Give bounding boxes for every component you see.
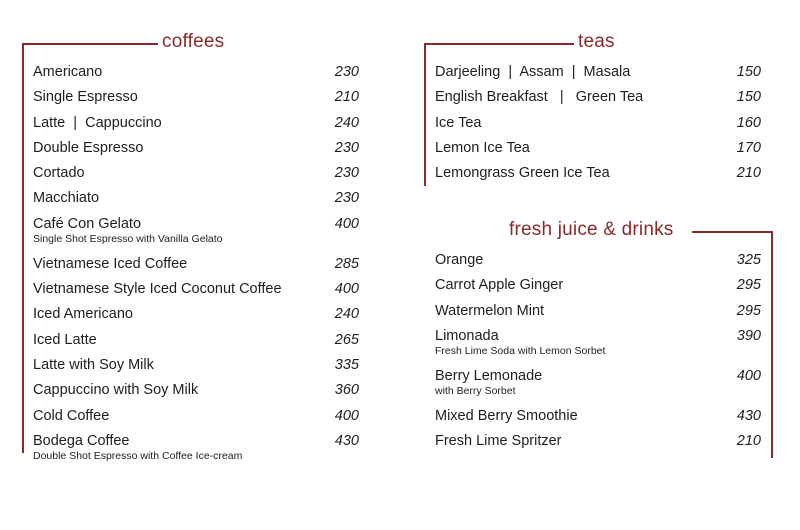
item-price: 230 xyxy=(334,165,359,182)
coffees-list xyxy=(33,64,359,467)
item-price: 230 xyxy=(334,190,359,207)
item-name: Single Espresso xyxy=(33,89,138,106)
item-name: Double Espresso xyxy=(33,139,144,156)
item-price: 150 xyxy=(736,89,761,106)
item-price: 285 xyxy=(334,255,359,272)
item-name: Vietnamese Iced Coffee xyxy=(33,255,188,272)
menu-item xyxy=(435,303,761,328)
item-name: Fresh Lime Spritzer xyxy=(435,433,562,450)
item-description: Fresh Lime Soda with Lemon Sorbet xyxy=(435,344,606,357)
juices-side-rule xyxy=(771,231,773,458)
item-name: Americano xyxy=(33,64,103,80)
teas-list xyxy=(435,64,761,190)
coffees-side-rule xyxy=(22,43,24,453)
menu-item xyxy=(33,256,359,281)
item-price: 210 xyxy=(736,433,761,450)
menu-item xyxy=(435,64,761,89)
teas-heading: teas xyxy=(574,31,619,53)
item-name: Cappuccino with Soy Milk xyxy=(33,382,199,399)
item-name: Ice Tea xyxy=(435,114,482,131)
juices-top-rule xyxy=(692,231,772,233)
item-name: Berry Lemonade xyxy=(435,367,543,384)
menu-item xyxy=(435,328,761,368)
menu-item xyxy=(33,216,359,256)
item-price: 335 xyxy=(334,356,359,373)
item-name: Vietnamese Style Iced Coconut Coffee xyxy=(33,281,282,298)
item-price: 430 xyxy=(334,432,359,449)
item-price: 400 xyxy=(736,367,761,384)
item-price: 170 xyxy=(736,139,761,156)
menu-item xyxy=(435,368,761,408)
item-name: Lemon Ice Tea xyxy=(435,139,530,156)
item-price: 400 xyxy=(334,215,359,232)
menu-item xyxy=(33,408,359,433)
item-name: Cold Coffee xyxy=(33,407,110,424)
item-name: Iced Americano xyxy=(33,306,133,323)
item-price: 160 xyxy=(736,114,761,131)
menu-item xyxy=(33,382,359,407)
teas-top-rule xyxy=(424,43,576,45)
menu-item xyxy=(33,306,359,331)
item-name: Darjeeling | Assam | Masala xyxy=(435,64,631,80)
item-price: 325 xyxy=(736,252,761,268)
menu-item xyxy=(435,89,761,114)
item-price: 360 xyxy=(334,382,359,399)
menu-item xyxy=(33,281,359,306)
juices-list xyxy=(435,252,761,458)
item-name: Macchiato xyxy=(33,190,100,207)
menu-item xyxy=(33,190,359,215)
item-name: Carrot Apple Ginger xyxy=(435,277,564,294)
item-description: with Berry Sorbet xyxy=(435,384,516,397)
item-price: 150 xyxy=(736,64,761,80)
item-name: Orange xyxy=(435,252,484,268)
menu-item xyxy=(33,357,359,382)
item-name: Mixed Berry Smoothie xyxy=(435,407,578,424)
item-name: Bodega Coffee xyxy=(33,432,130,449)
item-price: 210 xyxy=(334,89,359,106)
menu-item xyxy=(435,433,761,458)
item-name: Watermelon Mint xyxy=(435,302,545,319)
item-price: 210 xyxy=(736,165,761,182)
coffees-heading: coffees xyxy=(158,31,228,53)
item-price: 400 xyxy=(334,281,359,298)
item-price: 295 xyxy=(736,277,761,294)
menu-item xyxy=(33,89,359,114)
item-price: 240 xyxy=(334,306,359,323)
menu-item xyxy=(33,165,359,190)
item-name: English Breakfast | Green Tea xyxy=(435,89,644,106)
item-name: Iced Latte xyxy=(33,331,97,348)
item-name: Café Con Gelato xyxy=(33,215,142,232)
item-name: Lemongrass Green Ice Tea xyxy=(435,165,610,182)
item-name: Latte with Soy Milk xyxy=(33,356,154,373)
menu-item xyxy=(435,252,761,277)
teas-side-rule xyxy=(424,43,426,186)
menu-item xyxy=(435,165,761,190)
item-description: Double Shot Espresso with Coffee Ice-cream xyxy=(33,449,243,462)
menu-item xyxy=(33,332,359,357)
item-price: 390 xyxy=(736,327,761,344)
menu-item xyxy=(33,140,359,165)
item-name: Limonada xyxy=(435,327,499,344)
item-price: 230 xyxy=(334,64,359,80)
item-name: Latte | Cappuccino xyxy=(33,114,162,131)
item-price: 430 xyxy=(736,407,761,424)
item-price: 230 xyxy=(334,139,359,156)
item-price: 400 xyxy=(334,407,359,424)
menu-item xyxy=(435,277,761,302)
item-description: Single Shot Espresso with Vanilla Gelato xyxy=(33,232,223,245)
coffees-top-rule xyxy=(22,43,160,45)
menu-item xyxy=(33,115,359,140)
item-name: Cortado xyxy=(33,165,85,182)
item-price: 240 xyxy=(334,114,359,131)
menu-item xyxy=(435,408,761,433)
menu-item xyxy=(435,140,761,165)
menu-item xyxy=(33,64,359,89)
menu-item xyxy=(33,433,359,467)
item-price: 295 xyxy=(736,302,761,319)
menu-item xyxy=(435,115,761,140)
juices-heading: fresh juice & drinks xyxy=(505,219,678,241)
item-price: 265 xyxy=(334,331,359,348)
